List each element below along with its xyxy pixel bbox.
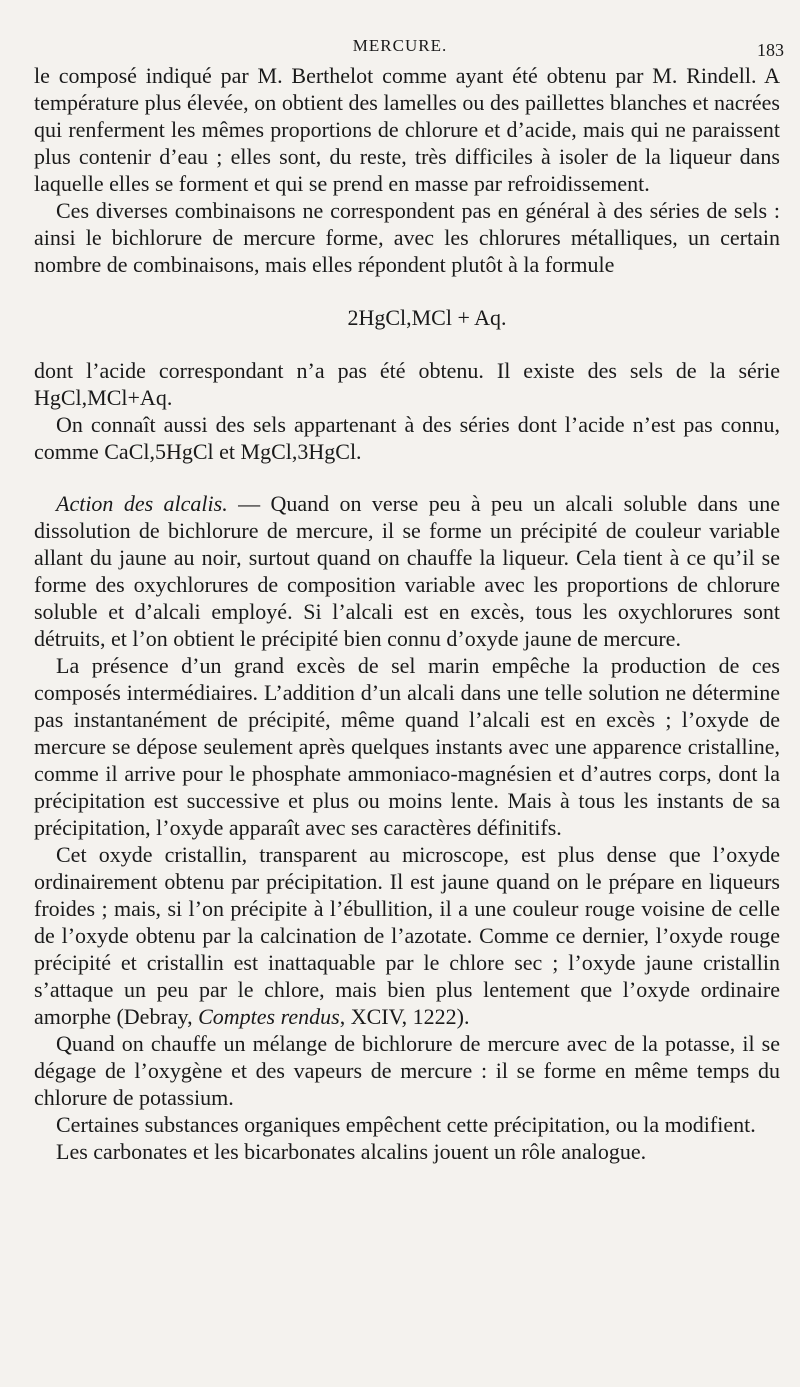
body-text: [34, 62, 780, 1165]
paragraph-3: dont l’acide correspondant n’a pas été obtenu. Il existe des sels de la série HgCl,MCl+Aq.: [34, 358, 780, 410]
paragraph-4: On connaît aussi des sels appartenant à des séries dont l’acide n’est pas connu, comme CaCl,5HgCl et MgCl,3HgCl.: [34, 412, 780, 464]
page-header: [0, 36, 800, 60]
paragraph-8: Quand on chauffe un mélange de bichlorure de mercure avec de la potasse, il se dégage de l’oxygène et des vapeurs de mercure : il se forme en même temps du chlorure de potassium.: [34, 1031, 780, 1110]
page-number: 183: [757, 40, 784, 60]
paragraph-7: [34, 841, 780, 1030]
paragraph-7-text-a: Cet oxyde cristallin, transparent au microscope, est plus dense que l’oxyde ordinairement obtenu par précipitation. Il est jaune quand on le prépare en liqueurs froides ; mais, si l’on précipite à l’ébullition, il a une couleur rouge voisine de celle de l’oxyde obtenu par la calcination de l’azotate. Comme ce dernier, l’oxyde rouge précipité et cristallin est inattaquable par le chlore sec ; l’oxyde jaune cristallin s’attaque un peu par le chlore, mais bien plus lentement que l’oxyde ordinaire amorphe (Debray,: [34, 842, 780, 1029]
paragraph-7-text-b: , XCIV, 1222).: [339, 1004, 470, 1029]
running-title: MERCURE.: [352, 36, 448, 55]
paragraph-6: La présence d’un grand excès de sel marin empêche la production de ces composés intermédiaires. L’addition d’un alcali dans une telle solution ne détermine pas instantanément de précipité, même quand l’alcali est en excès ; l’oxyde de mercure se dépose seulement après quelques instants avec une apparence cristalline, comme il arrive pour le phosphate ammoniaco-magnésien et d’autres corps, dont la précipitation est successive et plus ou moins lente. Mais à tous les instants de sa précipitation, l’oxyde apparaît avec ses caractères définitifs.: [34, 653, 780, 840]
journal-reference: Comptes rendus: [198, 1004, 340, 1029]
section-spacer: [34, 465, 780, 490]
paragraph-5: [34, 490, 780, 652]
paragraph-10: Les carbonates et les bicarbonates alcalins jouent un rôle analogue.: [56, 1139, 647, 1164]
paragraph-1: le composé indiqué par M. Berthelot comme ayant été obtenu par M. Rindell. A température plus élevée, on obtient des lamelles ou des paillettes blanches et nacrées qui renferment les mêmes proportions de chlorure et d’acide, mais qui ne paraissent plus contenir d’eau ; elles sont, du reste, très difficiles à isoler de la liqueur dans laquelle elles se forment et qui se prend en masse par refroidissement.: [34, 63, 780, 196]
section-title: Action des alcalis.: [56, 491, 228, 516]
formula: 2HgCl,MCl + Aq.: [347, 305, 507, 330]
paragraph-2: Ces diverses combinaisons ne correspondent pas en général à des séries de sels : ainsi le bichlorure de mercure forme, avec les chlorures métalliques, un certain nombre de combinaisons, mais elles répondent plutôt à la formule: [34, 198, 780, 277]
paragraph-5-text: — Quand on verse peu à peu un alcali soluble dans une dissolution de bichlorure de mercure, il se forme un précipité de couleur variable allant du jaune au noir, surtout quand on chauffe la liqueur. Cela tient à ce qu’il se forme des oxychlorures de composition variable avec les proportions de chlorure soluble et d’alcali employé. Si l’alcali est en excès, tous les oxychlorures sont détruits, et l’on obtient le précipité bien connu d’oxyde jaune de mercure.: [34, 491, 780, 651]
paragraph-9: Certaines substances organiques empêchent cette précipitation, ou la modifient.: [56, 1112, 756, 1137]
